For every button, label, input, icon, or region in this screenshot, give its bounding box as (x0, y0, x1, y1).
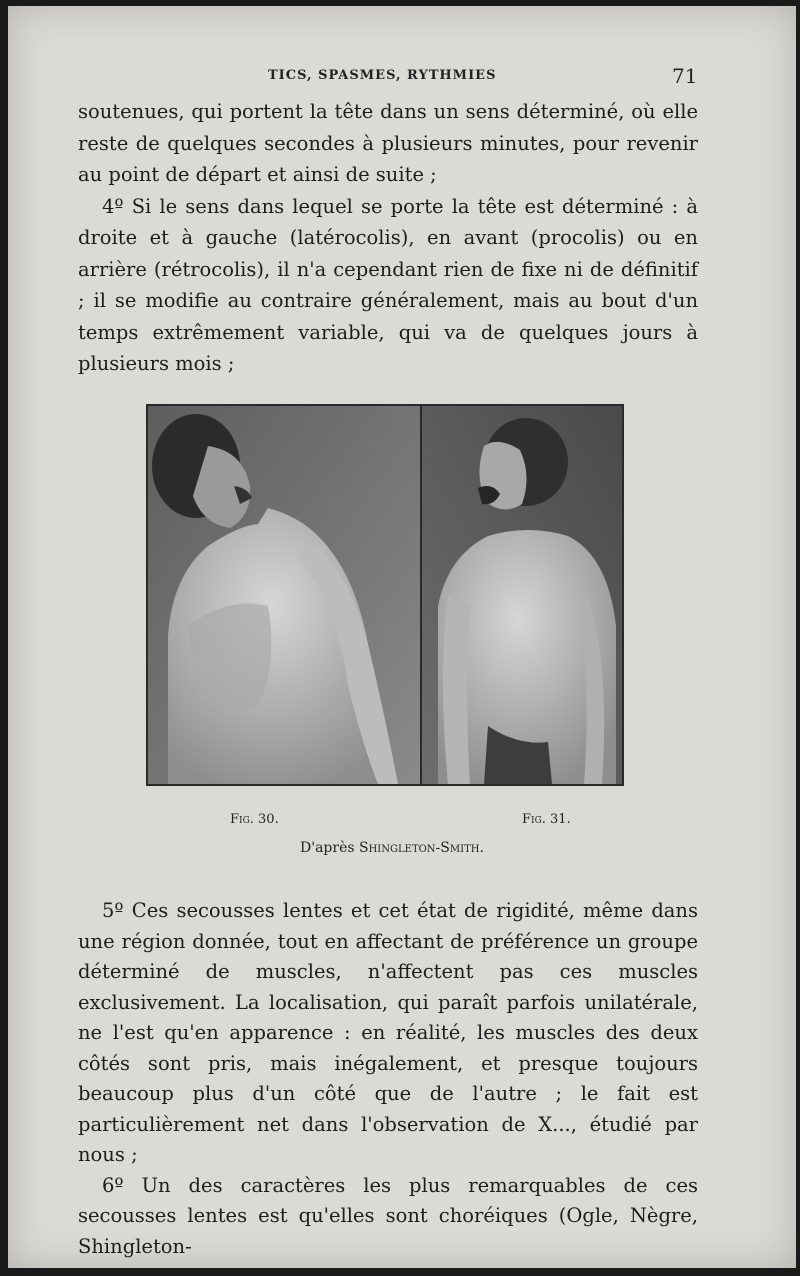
paragraph-continuation: soutenues, qui portent la tête dans un sens déterminé, où elle reste de quelques secondes à plusieurs minutes, pour revenir au point de départ et ainsi de suite ; (78, 100, 698, 186)
book-page (8, 6, 796, 1268)
figure-30-caption: Fig. 30. (230, 812, 279, 827)
text-block-top (78, 96, 698, 380)
paragraph-item-5: 5º Ces secousses lentes et cet état de rigidité, même dans une région donnée, tout en affectant de préférence un groupe déterminé de muscles, n'affectent pas ces muscles exclusivement. La localisation, qui paraît parfois unilatérale, ne l'est qu'en apparence : en réalité, les muscles des deux côtés sont pris, mais inégalement, et presque toujours beaucoup plus d'un côté que de l'autre ; le fait est particulièrement net dans l'observation de X..., étudié par nous ; (78, 899, 698, 1166)
paragraph-item-6: 6º Un des caractères les plus remarquables de ces secousses lentes est qu'elles sont choréiques (Ogle, Nègre, Shingleton- (78, 1173, 698, 1258)
running-head (8, 64, 796, 88)
figure-31-photo (422, 406, 622, 784)
page-number: 71 (672, 64, 698, 88)
figure-31-caption: Fig. 31. (522, 812, 571, 827)
text-block-bottom (78, 896, 698, 1262)
paragraph-item-4: 4º Si le sens dans lequel se porte la tête est déterminé : à droite et à gauche (latérocolis), en avant (procolis) ou en arrière (rétrocolis), il n'a cependant rien de fixe ni de définitif ; il se modifie au contraire généralement, mais au bout d'un temps extrêmement variable, qui va de quelques jours à plusieurs mois ; (78, 194, 698, 375)
running-title: TICS, SPASMES, RYTHMIES (268, 68, 497, 83)
credit-prefix: D'après (300, 840, 355, 856)
photo-plate-figures-30-31 (146, 404, 624, 786)
figure-credit (300, 840, 484, 856)
credit-author: Shingleton-Smith. (359, 840, 484, 856)
figure-30-photo (148, 406, 420, 784)
patient-photographs (148, 406, 622, 784)
